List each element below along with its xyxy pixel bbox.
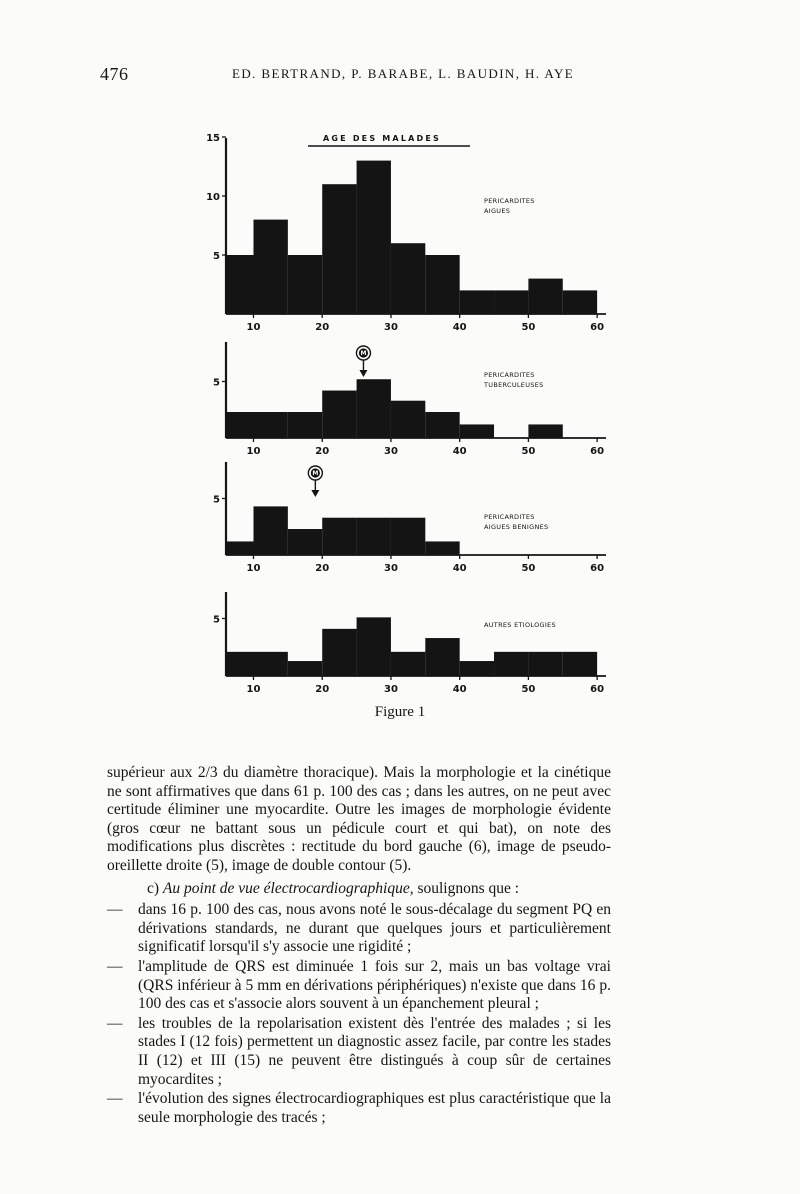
- x-tick-label: 40: [452, 322, 467, 333]
- section-c-heading: [107, 880, 611, 899]
- histogram-bar: [288, 661, 322, 676]
- x-tick-label: 50: [521, 446, 536, 457]
- median-marker-arrowhead: [359, 370, 367, 377]
- histogram-bar: [460, 290, 494, 314]
- histogram-bar: [494, 290, 528, 314]
- figure-title: AGE DES MALADES: [323, 134, 441, 143]
- x-tick-label: 60: [590, 446, 605, 457]
- body-paragraph: supérieur aux 2/3 du diamètre thoracique). Mais la morphologie et la cinétique ne sont affirmatives que dans 61 p. 100 des cas ; dans les autres, on ne peut avec certitude éliminer une myocardite. Outre les images de morphologie évidente (gros cœur ne battant sous un pédicule court et qui bat), on note des modifications plus discrètes : rectitude du bord gauche (6), image de pseudo-oreillette droite (5), image de double contour (5).: [107, 764, 611, 874]
- list-dash: —: [107, 901, 123, 919]
- x-tick-label: 30: [383, 446, 398, 457]
- panel-label: PERICARDITES: [484, 513, 535, 521]
- panel-label: TUBERCULEUSES: [484, 381, 544, 389]
- x-tick-label: 10: [246, 446, 261, 457]
- list-item-text: l'évolution des signes électrocardiographiques est plus caractéristique que la seule morphologie des tracés ;: [138, 1090, 611, 1126]
- histogram-bar: [528, 279, 562, 314]
- x-tick-label: 20: [315, 322, 330, 333]
- histogram-panel: [213, 462, 606, 574]
- y-tick-label: 5: [213, 377, 220, 389]
- x-tick-label: 40: [452, 684, 467, 695]
- histogram-bar: [322, 518, 356, 555]
- median-marker: [356, 346, 370, 377]
- x-tick-label: 30: [383, 684, 398, 695]
- x-tick-label: 60: [590, 563, 605, 574]
- x-tick-label: 20: [315, 684, 330, 695]
- x-tick-label: 30: [383, 322, 398, 333]
- histogram-bar: [425, 412, 459, 438]
- running-head-authors: ED. BERTRAND, P. BARABE, L. BAUDIN, H. AYE: [232, 66, 575, 81]
- histogram-bar: [357, 379, 391, 438]
- panel-label: PERICARDITES: [484, 197, 535, 205]
- histogram-bar: [563, 652, 597, 676]
- x-tick-label: 50: [521, 563, 536, 574]
- list-item: [107, 1090, 611, 1127]
- x-tick-label: 10: [246, 563, 261, 574]
- histogram-bar: [357, 518, 391, 555]
- histogram-bars: [226, 506, 460, 555]
- section-c-prefix: c): [147, 879, 160, 897]
- list-item-text: l'amplitude de QRS est diminuée 1 fois sur 2, mais un bas voltage vrai (QRS inférieur à 5 mm en dérivations périphériques) n'existe que dans 16 p. 100 des cas et s'associe alors souvent à un épanchement pleural ;: [138, 957, 611, 1013]
- histogram-bar: [253, 506, 287, 555]
- histogram-bar: [391, 518, 425, 555]
- histogram-bars: [226, 161, 597, 314]
- x-tick-label: 10: [246, 322, 261, 333]
- list-item: [107, 1015, 611, 1089]
- histogram-bar: [288, 255, 322, 314]
- histogram-bar: [391, 652, 425, 676]
- histogram-panel: [206, 133, 606, 333]
- histogram-bar: [288, 412, 322, 438]
- median-marker-arrowhead: [311, 490, 319, 497]
- histogram-bar: [391, 243, 425, 314]
- x-tick-label: 60: [590, 322, 605, 333]
- y-tick-label: 5: [213, 494, 220, 506]
- x-tick-label: 10: [246, 684, 261, 695]
- x-tick-label: 40: [452, 446, 467, 457]
- list-dash: —: [107, 957, 123, 975]
- histogram-bar: [391, 401, 425, 438]
- histogram-bar: [226, 652, 288, 676]
- histogram-bar: [357, 161, 391, 314]
- list-item-text: les troubles de la repolarisation existent dès l'entrée des malades ; si les stades I (12 fois) permettent un diagnostic assez facile, par contre les stades II (12) et III (15) ne peuvent être distingués à coup sûr de certaines myocardites ;: [138, 1014, 611, 1088]
- panel-label: AIGUES: [484, 207, 511, 215]
- y-tick-label: 10: [206, 192, 220, 203]
- histogram-bar: [322, 629, 356, 676]
- x-tick-label: 30: [383, 563, 398, 574]
- x-tick-label: 60: [590, 684, 605, 695]
- y-tick-label: 15: [206, 133, 220, 144]
- page-number: 476: [100, 64, 129, 84]
- histogram-bar: [425, 541, 459, 555]
- list-item: [107, 958, 611, 1014]
- panel-label: PERICARDITES: [484, 371, 535, 379]
- histogram-bar: [528, 652, 562, 676]
- histogram-panel: [213, 342, 606, 457]
- list-dash: —: [107, 1090, 123, 1108]
- histogram-bar: [226, 541, 253, 555]
- histogram-bar: [494, 652, 528, 676]
- panel-label: AIGUES BENIGNES: [484, 523, 549, 531]
- histogram-bar: [460, 661, 494, 676]
- x-tick-label: 50: [521, 684, 536, 695]
- section-c-italic: Au point de vue électrocardiographique,: [162, 879, 414, 897]
- figure-caption: Figure 1: [374, 704, 426, 720]
- section-c-rest: soulignons que :: [413, 879, 520, 897]
- list-item-text: dans 16 p. 100 des cas, nous avons noté le sous-décalage du segment PQ en dérivations standards, ne durant que quelques jours et particulièrement significatif lorsqu'il s'y associe une rigidité ;: [138, 901, 611, 956]
- histogram-bar: [357, 617, 391, 676]
- x-tick-label: 20: [315, 446, 330, 457]
- median-marker-label: M: [360, 350, 367, 357]
- x-tick-label: 20: [315, 563, 330, 574]
- histogram-bar: [460, 424, 494, 438]
- list-dash: —: [107, 1014, 123, 1032]
- x-tick-label: 50: [521, 322, 536, 333]
- y-tick-label: 5: [213, 251, 220, 262]
- x-tick-label: 40: [452, 563, 467, 574]
- histogram-bar: [563, 290, 597, 314]
- histogram-bar: [253, 220, 287, 314]
- histogram-bar: [226, 255, 253, 314]
- histogram-bar: [322, 184, 356, 314]
- histogram-bar: [226, 412, 288, 438]
- y-tick-label: 5: [213, 614, 220, 626]
- body-text: [107, 764, 611, 1128]
- median-marker: [308, 466, 322, 497]
- histogram-bar: [425, 255, 459, 314]
- panel-label: AUTRES ETIOLOGIES: [484, 621, 556, 629]
- median-marker-label: M: [312, 470, 319, 477]
- list-item: [107, 901, 611, 957]
- histogram-bar: [288, 529, 322, 555]
- histogram-panel: [213, 592, 606, 695]
- histogram-bar: [322, 391, 356, 438]
- histogram-bar: [528, 424, 562, 438]
- histogram-bar: [425, 638, 459, 676]
